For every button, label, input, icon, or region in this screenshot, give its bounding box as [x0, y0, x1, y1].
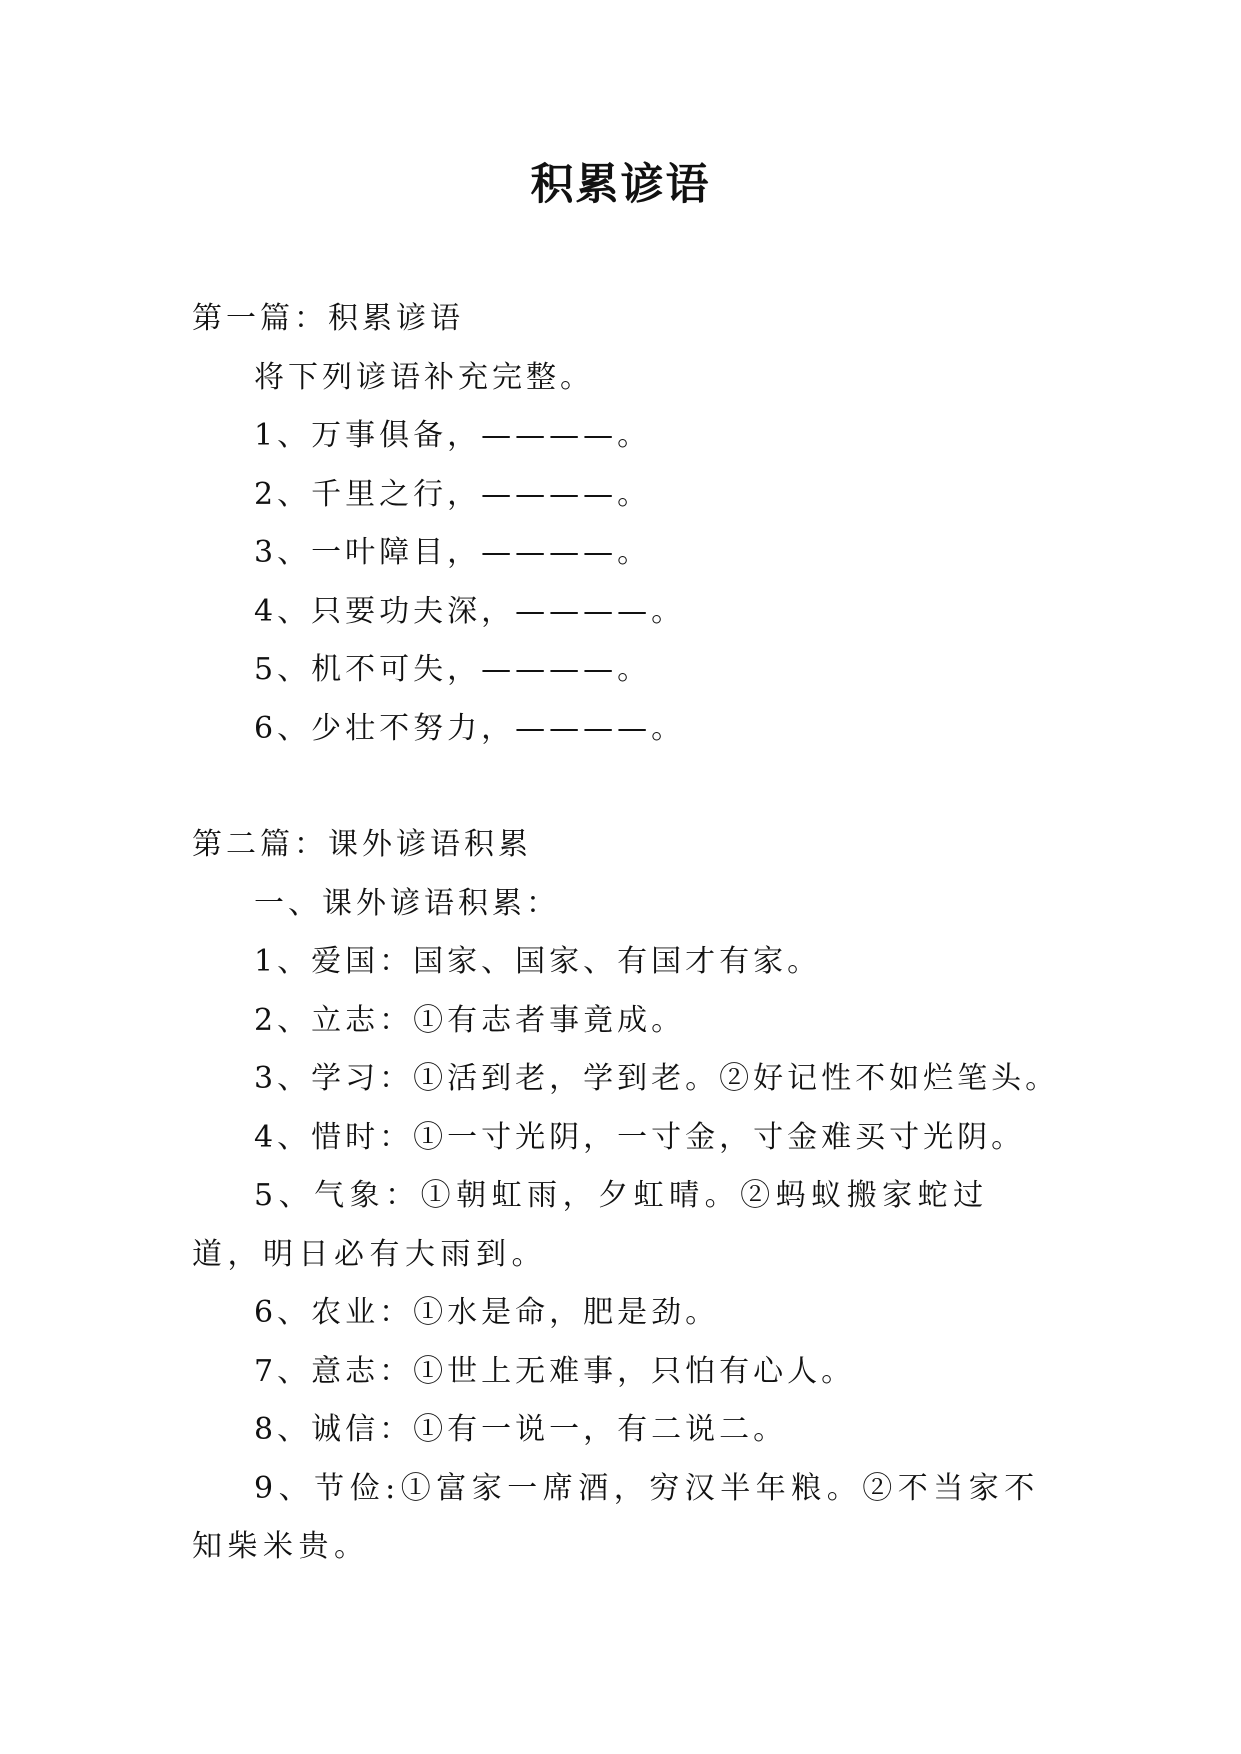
part2-item-8: 8、诚信：①有一说一，有二说二。 — [254, 1412, 788, 1447]
part2-heading: 第二篇：课外谚语积累 — [192, 827, 532, 862]
part2-item-4: 4、惜时：①一寸光阴，一寸金，寸金难买寸光阴。 — [254, 1119, 1026, 1155]
part1-heading: 第一篇：积累谚语 — [192, 301, 464, 336]
part1-item-2: 2、千里之行，————。 — [254, 476, 652, 512]
part1-item-6: 6、少壮不努力，————。 — [254, 710, 686, 746]
part2-item-9: 9、节俭:①富家一席酒，穷汉半年粮。②不当家不知柴米贵。 — [192, 1470, 1040, 1564]
document-title: 积累谚语 — [530, 160, 711, 210]
section-gap — [192, 758, 1054, 816]
document-body — [192, 290, 1060, 1577]
part1-instruction: 将下列谚语补充完整。 — [254, 359, 594, 395]
part2-item-2: 2、立志：①有志者事竟成。 — [254, 1002, 686, 1038]
part1-item-3: 3、一叶障目，————。 — [254, 535, 652, 570]
part2-item-1: 1、爱国：国家、国家、有国才有家。 — [254, 944, 822, 979]
part2-item-3: 3、学习：①活到老，学到老。②好记性不如烂笔头。 — [254, 1061, 1060, 1096]
part2-item-6: 6、农业：①水是命，肥是劲。 — [254, 1295, 720, 1330]
part1-item-4: 4、只要功夫深，————。 — [254, 593, 686, 629]
part1-item-5: 5、机不可失，————。 — [254, 652, 652, 687]
part1-item-1: 1、万事俱备，————。 — [254, 418, 652, 453]
part2-item-7: 7、意志：①世上无难事，只怕有心人。 — [254, 1353, 856, 1389]
part2-subheading: 一、课外谚语积累： — [254, 885, 560, 921]
part2-item-5: 5、气象：①朝虹雨，夕虹晴。②蚂蚁搬家蛇过道，明日必有大雨到。 — [192, 1178, 989, 1272]
